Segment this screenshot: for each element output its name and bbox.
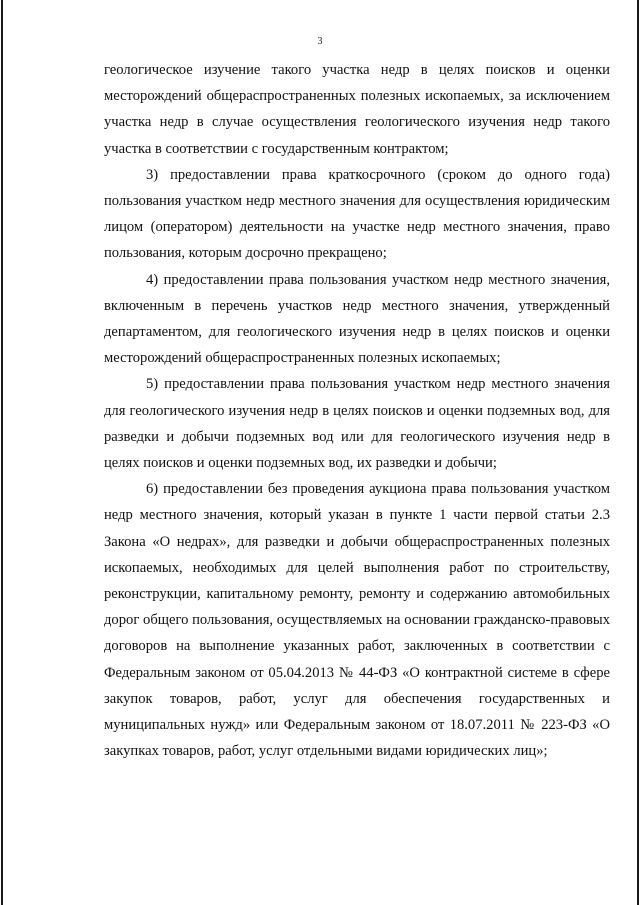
paragraph-item-5: 5) предоставлении права пользования участком недр местного значения для геологического изучения недр в целях поисков и оценки подземных вод, для разведки и добычи подземных вод или для геологического изучения недр в целях поисков и оценки подземных вод, их разведки и добычи; — [104, 376, 610, 472]
paragraph-item-6: 6) предоставлении без проведения аукциона права пользования участком недр местного значения, который указан в пункте 1 части первой статьи 2.3 Закона «О недрах», для разведки и добычи общераспространенных полезных ископаемых, необходимых для целей выполнения работ по строительству, реконструкции, капитальному ремонту, ремонту и содержанию автомобильных дорог общего пользования, осуществляемых на основании гражданско-правовых договоров на выполнение указанных работ, заключенных в соответствии с Федеральным законом от 05.04.2013 № 44-ФЗ «О контрактной системе в сфере закупок товаров, работ, услуг для обеспечения государственных и муниципальных нужд» или Федеральным законом от 18.07.2011 № 223-ФЗ «О закупках товаров, работ, услуг отдельными видами юридических лиц»; — [104, 481, 610, 760]
scan-border-left — [1, 0, 3, 905]
paragraph-item-4: 4) предоставлении права пользования участком недр местного значения, включенным в перечень участков недр местного значения, утвержденный департаментом, для геологического изучения недр в целях поисков и оценки месторождений общераспространенных полезных ископаемых; — [104, 271, 610, 367]
page-number: 3 — [317, 36, 323, 47]
scan-border-right — [637, 0, 639, 905]
document-body — [104, 57, 610, 764]
paragraph-continuation: геологическое изучение такого участка недр в целях поисков и оценки месторождений общераспространенных полезных ископаемых, за исключением участка недр в случае осуществления геологического изучения недр такого участка в соответствии с государственным контрактом; — [104, 62, 610, 157]
paragraph-item-3: 3) предоставлении права краткосрочного (сроком до одного года) пользования участком недр местного значения для осуществления юридическим лицом (оператором) деятельности на участке недр местного значения, право пользования, которым досрочно прекращено; — [104, 166, 610, 262]
